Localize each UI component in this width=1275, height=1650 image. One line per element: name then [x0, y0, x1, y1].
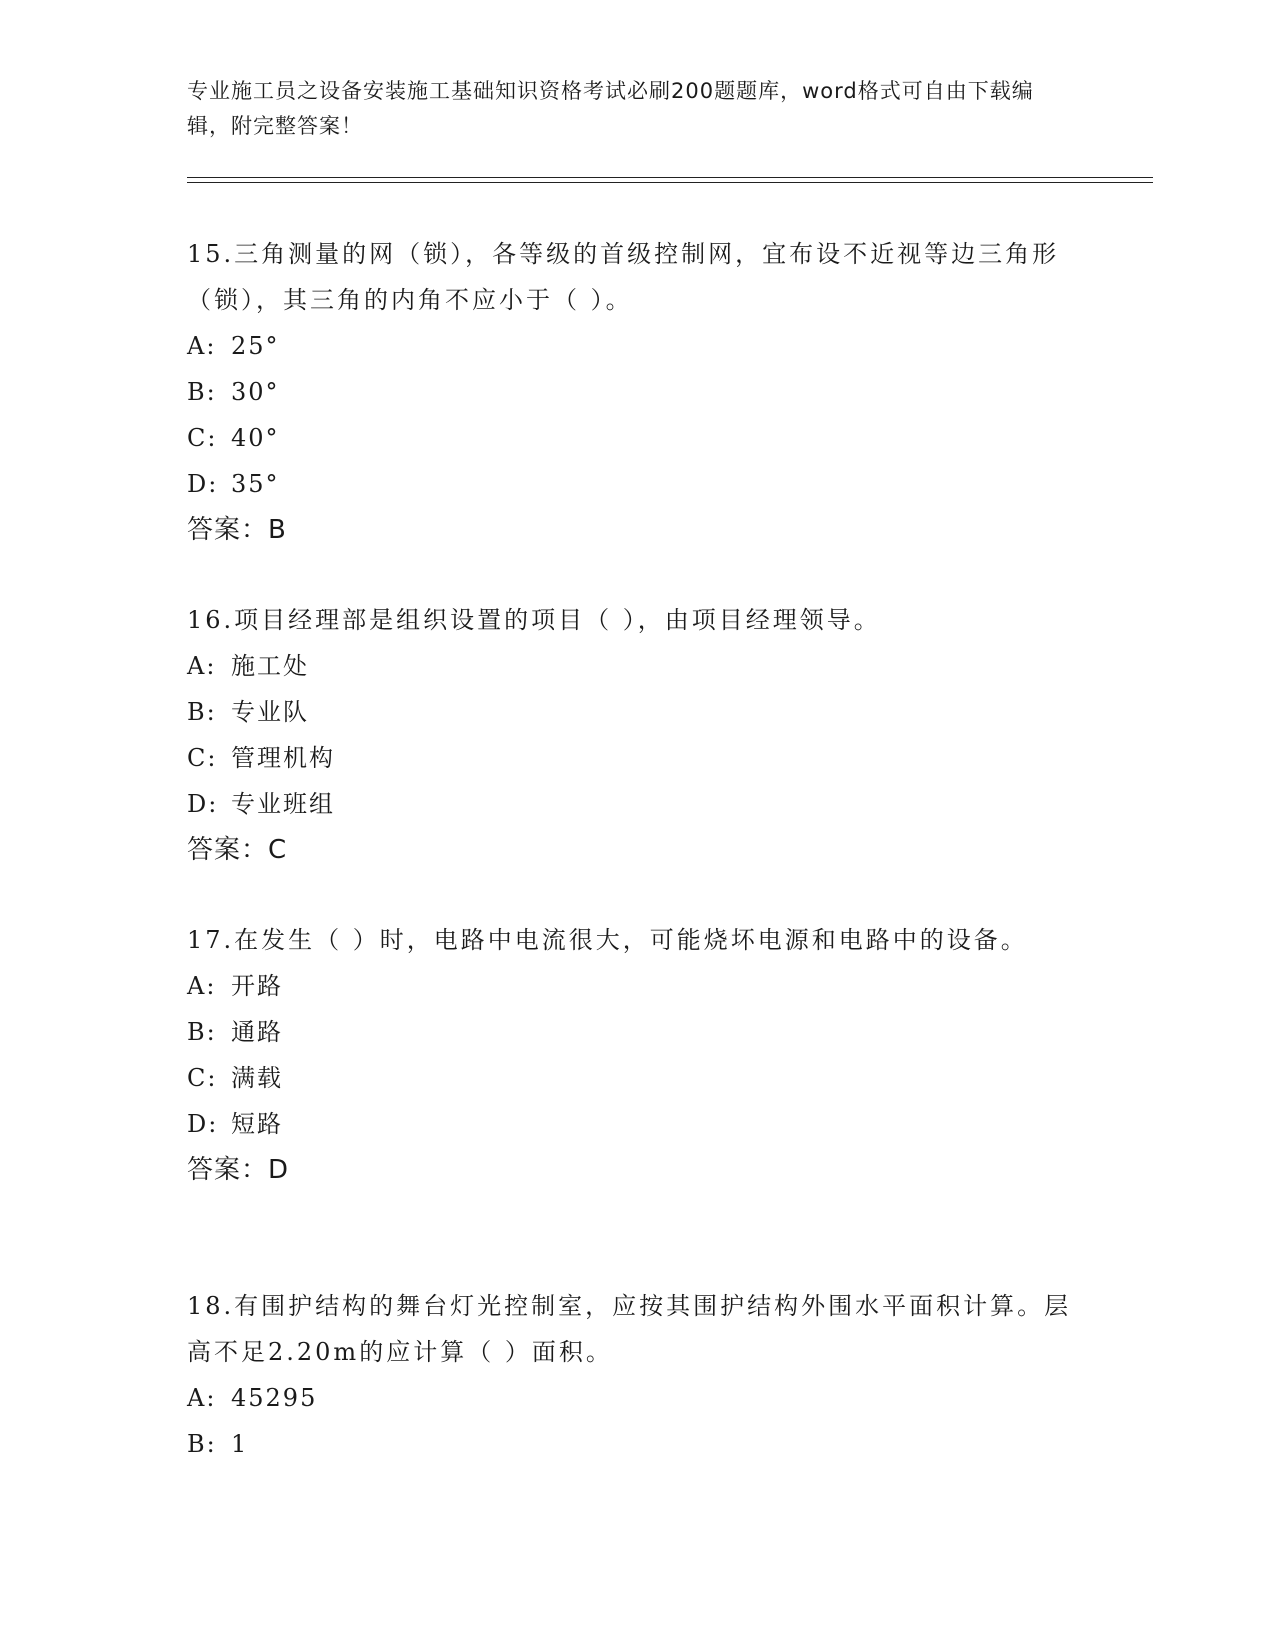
- option-letter: C:: [187, 424, 218, 452]
- option-letter: A:: [187, 652, 217, 680]
- answer-line: 答案：D: [187, 1155, 290, 1185]
- option-text: 45295: [231, 1384, 318, 1412]
- question-15: [187, 231, 1087, 553]
- option-d: [187, 461, 1087, 507]
- option-a: [187, 963, 1087, 1009]
- header-divider-top: [187, 177, 1153, 178]
- option-text: 专业班组: [231, 790, 335, 818]
- option-letter: B:: [187, 1018, 217, 1046]
- option-d: [187, 781, 1087, 827]
- option-letter: A:: [187, 332, 217, 360]
- option-letter: A:: [187, 1384, 217, 1412]
- question-17: [187, 917, 1087, 1193]
- option-d: [187, 1101, 1087, 1147]
- option-text: 25°: [231, 332, 280, 360]
- option-text: 满载: [231, 1064, 283, 1092]
- option-letter: A:: [187, 972, 217, 1000]
- option-a: [187, 643, 1087, 689]
- option-letter: C:: [187, 744, 218, 772]
- question-18: [187, 1283, 1087, 1467]
- option-text: 管理机构: [231, 744, 335, 772]
- question-stem: 15.三角测量的网（锁），各等级的首级控制网，宜布设不近视等边三角形（锁），其三角的内角不应小于（ ）。: [187, 240, 1060, 314]
- option-text: 开路: [231, 972, 283, 1000]
- option-text: 施工处: [231, 652, 309, 680]
- option-b: [187, 1421, 1087, 1467]
- answer-line: 答案：C: [187, 835, 288, 865]
- option-list: [187, 323, 1087, 507]
- option-letter: D:: [187, 790, 219, 818]
- option-letter: D:: [187, 1110, 219, 1138]
- option-text: 1: [231, 1430, 249, 1458]
- option-text: 短路: [231, 1110, 283, 1138]
- header-divider-bottom: [187, 182, 1153, 183]
- option-list: [187, 643, 1087, 827]
- option-a: [187, 1375, 1087, 1421]
- option-list: [187, 1375, 1087, 1467]
- option-text: 通路: [231, 1018, 283, 1046]
- option-text: 40°: [231, 424, 280, 452]
- option-c: [187, 735, 1087, 781]
- question-stem: 16.项目经理部是组织设置的项目（ ），由项目经理领导。: [187, 606, 881, 634]
- option-list: [187, 963, 1087, 1147]
- option-b: [187, 369, 1087, 415]
- question-stem: 18.有围护结构的舞台灯光控制室，应按其围护结构外围水平面积计算。层高不足2.20m的应计算（ ）面积。: [187, 1292, 1072, 1366]
- option-letter: B:: [187, 378, 217, 406]
- option-b: [187, 689, 1087, 735]
- option-text: 30°: [231, 378, 280, 406]
- answer-line: 答案：B: [187, 515, 287, 545]
- option-letter: D:: [187, 470, 219, 498]
- document-header: 专业施工员之设备安装施工基础知识资格考试必刷200题题库，word格式可自由下载编辑，附完整答案！: [187, 79, 1034, 138]
- question-16: [187, 597, 1087, 873]
- option-letter: C:: [187, 1064, 218, 1092]
- option-letter: B:: [187, 698, 217, 726]
- question-stem: 17.在发生（ ）时，电路中电流很大，可能烧坏电源和电路中的设备。: [187, 926, 1028, 954]
- option-c: [187, 415, 1087, 461]
- option-b: [187, 1009, 1087, 1055]
- option-text: 专业队: [231, 698, 309, 726]
- option-c: [187, 1055, 1087, 1101]
- option-a: [187, 323, 1087, 369]
- option-text: 35°: [231, 470, 280, 498]
- option-letter: B:: [187, 1430, 217, 1458]
